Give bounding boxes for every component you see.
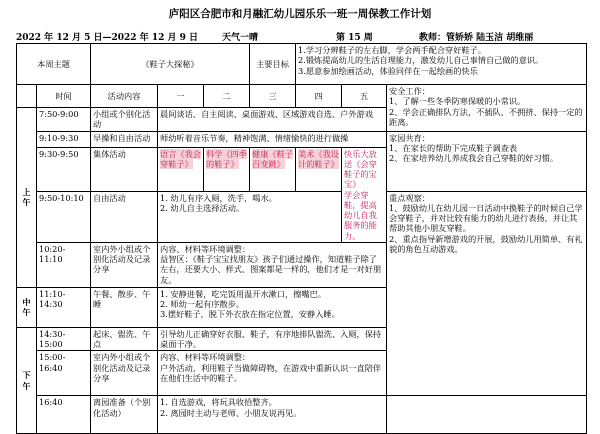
theme-label: 本周主题 [17, 44, 91, 85]
section-am: 上午 [17, 108, 37, 288]
header-day-thu: 四 [296, 85, 342, 108]
goal-list [296, 44, 587, 85]
focus-notes [387, 191, 587, 396]
lesson-mon [158, 147, 204, 191]
content-cell: 晨间谈话、自主阅读、桌面游戏、区域游戏自选、户外游戏 [158, 108, 387, 132]
lesson-fri-text: 快乐大放送《会穿鞋子的宝宝》 [344, 148, 377, 190]
content-cell: 师幼听着音乐节奏，精神饱满、情绪愉快的进行做操 [158, 131, 387, 147]
content-cell [158, 242, 387, 287]
header-day-fri: 五 [342, 85, 387, 108]
activity-cell: 离园准备（个别化活动） [91, 396, 158, 434]
safety-notes [387, 85, 587, 132]
content-line: 2. 离园时主动与老师、小朋友说再见。 [160, 407, 302, 418]
content-cell [158, 191, 342, 242]
time-cell: 10:20-11:10 [37, 242, 91, 287]
time-cell: 14:30-15:00 [37, 327, 91, 351]
focus-title: 重点观察： [389, 192, 430, 203]
header-content: 活动内容 [91, 85, 158, 108]
time-cell: 7:50-9:00 [37, 108, 91, 132]
focus-item: 2、重点指导新增游戏的开展，鼓励幼儿用简单、有礼貌的角色互动游戏。 [389, 233, 583, 254]
safety-title: 安全工作： [389, 86, 430, 96]
theme-row [17, 44, 587, 85]
header-row [17, 85, 587, 108]
content-line: 益智区：《鞋子宝宝找朋友》孩子们通过操作，知道鞋子除了左右，还要大小、样式、图案都是一样的，他们才是一对好朋友。 [160, 254, 382, 285]
content-line: 2. 幼儿自主选择活动。 [160, 202, 245, 213]
lesson-fri [342, 147, 387, 242]
family-notes [387, 131, 587, 191]
activity-cell: 集体活动 [91, 147, 158, 191]
activity-cell: 自由活动 [91, 191, 158, 242]
teachers: 教师：管娇娇 陆玉洁 胡维丽 [419, 33, 534, 43]
lesson-wed-text: 健康《鞋子百变跳》 [252, 148, 293, 169]
family-item: 1、在家长的帮助下完成鞋子调查表 [389, 142, 518, 153]
content-line: 内容、材料等环境调整： [160, 352, 251, 363]
time-cell: 9:10-9:30 [37, 131, 91, 147]
family-title: 家园共育： [389, 132, 430, 143]
content-line: 户外活动，利用鞋子当做障碍物，在游戏中重新认识一直陪伴在他们生活中的鞋子。 [160, 362, 382, 383]
date-range: 2022 年 12 月 5 日—2022 年 12 月 9 日 [16, 33, 199, 43]
activity-cell: 室内外小组或个别化活动及记录分享 [91, 351, 158, 396]
content-line: 1. 幼儿有序入厕，洗手，喝水。 [160, 192, 277, 203]
header-day-tue: 二 [204, 85, 250, 108]
content-cell [158, 351, 387, 396]
theme-value: 《鞋子大探秘》 [91, 44, 250, 85]
lesson-fri-note: 学会穿鞋，提高幼儿自我服务的能力。 [344, 189, 377, 241]
blank-note-cell [387, 396, 587, 434]
activity-cell: 早操和自由活动 [91, 131, 158, 147]
content-cell [158, 287, 387, 327]
time-cell: 9:50-10:10 [37, 191, 91, 242]
content-line: 1. 自选游戏，将玩具收拾整齐。 [160, 397, 277, 408]
goal-item: 2.锻炼提高幼儿的生活自理能力，激发幼儿自己事情自己做的意识。 [298, 55, 544, 66]
page-title: 庐阳区合肥市和月融汇幼儿园乐乐一班一周保教工作计划 [168, 8, 432, 20]
header-day-wed: 三 [250, 85, 296, 108]
activity-cell: 起床、盥洗、午点 [91, 327, 158, 351]
goal-label: 主要目标 [250, 44, 296, 85]
lesson-thu-text: 美术《我设计的鞋子》 [298, 148, 339, 169]
section-noon: 中午 [17, 287, 37, 327]
lesson-tue-text: 科学《四季的鞋子》 [206, 148, 247, 169]
week-number: 第 15 周 [336, 33, 373, 43]
content-line: 2. 师幼一起有序散步。 [160, 299, 245, 309]
time-cell: 15:00-16:40 [37, 351, 91, 396]
focus-item: 1、鼓励幼儿在幼儿园一日活动中换鞋子的时候自己学会穿鞋子，并对比较有能力的幼儿进行表扬，并让其帮助其他小朋友穿鞋。 [389, 202, 583, 234]
lesson-thu [296, 147, 342, 191]
safety-item: 2、学会正确排队方法，不插队、不拥挤、保持一定的距离。 [389, 106, 583, 127]
family-item: 2、在家培养幼儿养成我会自己穿鞋的好习惯。 [389, 153, 559, 163]
lesson-wed [250, 147, 296, 191]
activity-cell: 室内外小组或个别化活动及记录分享 [91, 242, 158, 287]
lesson-tue [204, 147, 250, 191]
table-row [17, 396, 587, 434]
content-line: 内容、材料等环境调整： [160, 243, 251, 254]
activity-cell: 午餐、散步、午睡 [91, 287, 158, 327]
content-line: 1. 安静进餐，吃完饭用温开水漱口，擦嘴巴。 [160, 288, 326, 299]
plan-table [16, 43, 587, 434]
table-row [17, 191, 587, 242]
time-cell: 9:30-9:50 [37, 147, 91, 191]
goal-item: 3.愿意参加绘画活动，体验同伴在一起绘画的快乐 [298, 65, 478, 76]
activity-cell: 小组或个别化活动 [91, 108, 158, 132]
content-line: 3.摆好鞋子，脱下外衣放在指定位置，安静入睡。 [160, 309, 340, 320]
table-row [17, 131, 587, 147]
time-cell: 11:10-14:30 [37, 287, 91, 327]
content-cell: 引导幼儿正确穿好衣服、鞋子，有序地排队盥洗、入厕，保持桌面干净。 [158, 327, 387, 351]
lesson-mon-text: 语言《我会穿鞋子》 [160, 148, 201, 169]
safety-item: 1、了解一些冬季防寒保暖的小常识。 [389, 96, 526, 107]
section-pm: 下午 [17, 327, 37, 434]
header-time: 时间 [37, 85, 91, 108]
header-day-mon: 一 [158, 85, 204, 108]
time-cell: 16:40 [37, 396, 91, 434]
weather: 天气一晴 [222, 33, 259, 43]
content-cell [158, 396, 387, 434]
goal-item: 1.学习分辨鞋子的左右脚，学会两手配合穿好鞋子。 [298, 45, 486, 55]
